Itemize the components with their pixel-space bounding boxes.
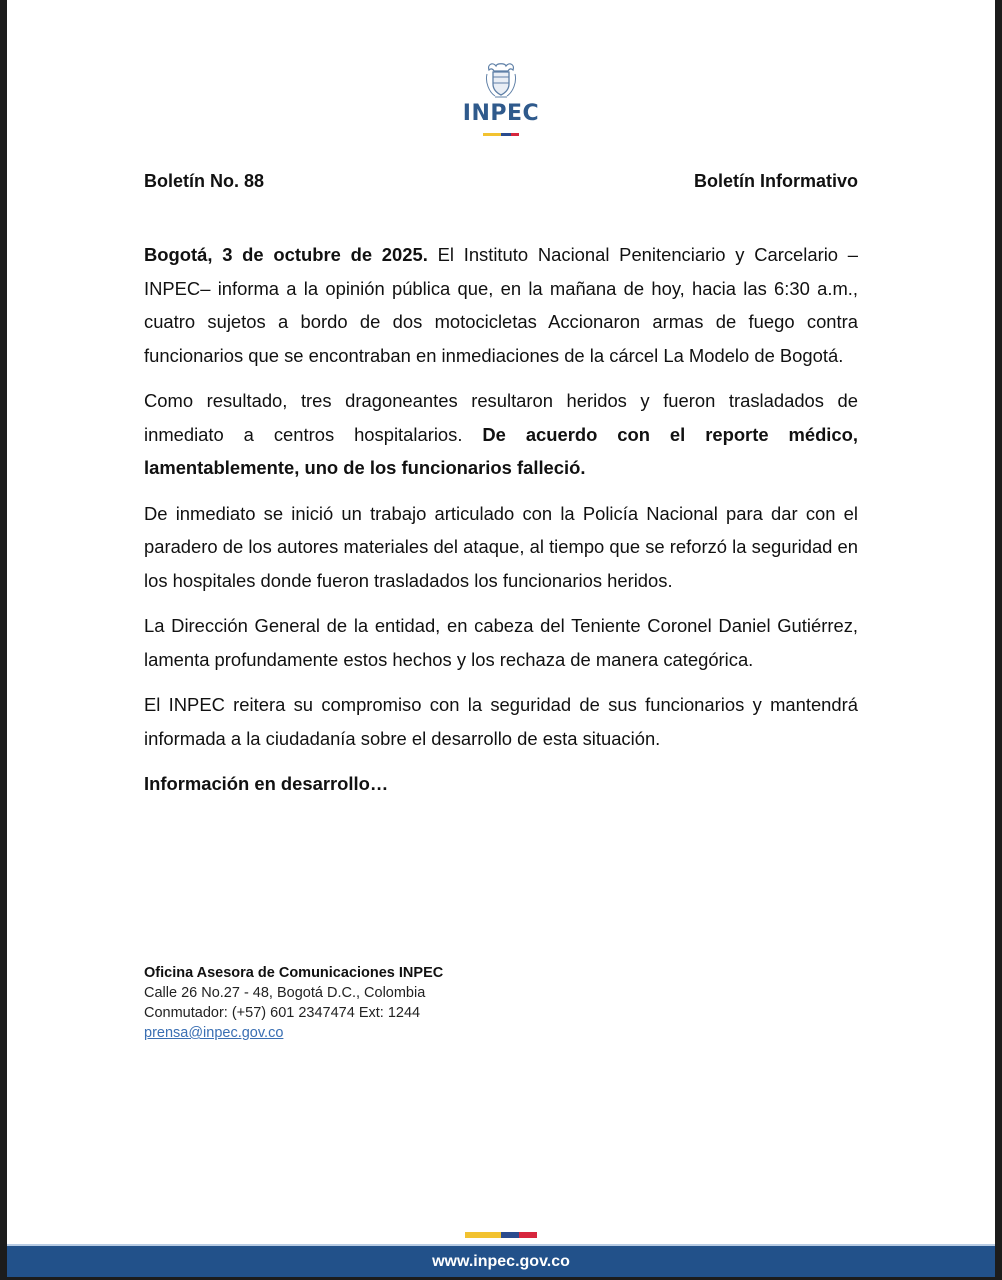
contact-block: [144, 963, 443, 1043]
bulletin-header: [144, 170, 858, 192]
bulletin-type: Boletín Informativo: [693, 171, 858, 191]
paragraph-2: Como resultado, tres dragoneantes resultaron heridos y fueron trasladados de inmediato a centros hospitalarios. De acuerdo con el reporte médico, lamentablemente, uno de los funcionarios falleció.: [144, 390, 858, 478]
colombia-coat-of-arms-icon: [483, 60, 519, 100]
bulletin-body: [144, 238, 858, 813]
footer-bar: [7, 1244, 995, 1277]
dateline: Bogotá, 3 de octubre de 2025.: [144, 244, 428, 265]
contact-email-link[interactable]: prensa@inpec.gov.co: [144, 1025, 284, 1041]
paragraph-4: La Dirección General de la entidad, en cabeza del Teniente Coronel Daniel Gutiérrez, lamenta profundamente estos hechos y los rechaza de manera categórica.: [144, 615, 858, 670]
paragraph-5: El INPEC reitera su compromiso con la seguridad de sus funcionarios y mantendrá informada a la ciudadanía sobre el desarrollo de esta situación.: [144, 694, 858, 749]
website-link[interactable]: www.inpec.gov.co: [432, 1253, 570, 1270]
footer-flag-stripe: [7, 1232, 995, 1238]
colombia-flag-stripe: [7, 133, 995, 136]
contact-phone: Conmutador: (+57) 601 2347474 Ext: 1244: [144, 1005, 421, 1021]
paragraph-3: De inmediato se inició un trabajo articulado con la Policía Nacional para dar con el paradero de los autores materiales del ataque, al tiempo que se reforzó la seguridad en los hospitales donde fueron trasladados los funcionarios heridos.: [144, 502, 858, 591]
bulletin-number: Boletín No. 88: [144, 171, 265, 191]
death-report: De acuerdo con el reporte médico, lamentablemente, uno de los funcionarios falleció.: [144, 423, 858, 478]
logo-text: INPEC: [462, 101, 540, 126]
inpec-logo: [7, 60, 995, 136]
contact-address: Calle 26 No.27 - 48, Bogotá D.C., Colombia: [144, 985, 426, 1001]
paragraph-1: Bogotá, 3 de octubre de 2025. El Instituto Nacional Penitenciario y Carcelario –INPEC– informa a la opinión pública que, en la mañana de hoy, hacia las 6:30 a.m., cuatro sujetos a bordo de dos motocicletas Accionaron armas de fuego contra funcionarios que se encontraban en inmediaciones de la cárcel La Modelo de Bogotá.: [144, 244, 858, 366]
contact-office: Oficina Asesora de Comunicaciones INPEC: [144, 965, 444, 981]
closing-note: Información en desarrollo…: [144, 773, 389, 794]
document-page: [7, 0, 995, 1276]
